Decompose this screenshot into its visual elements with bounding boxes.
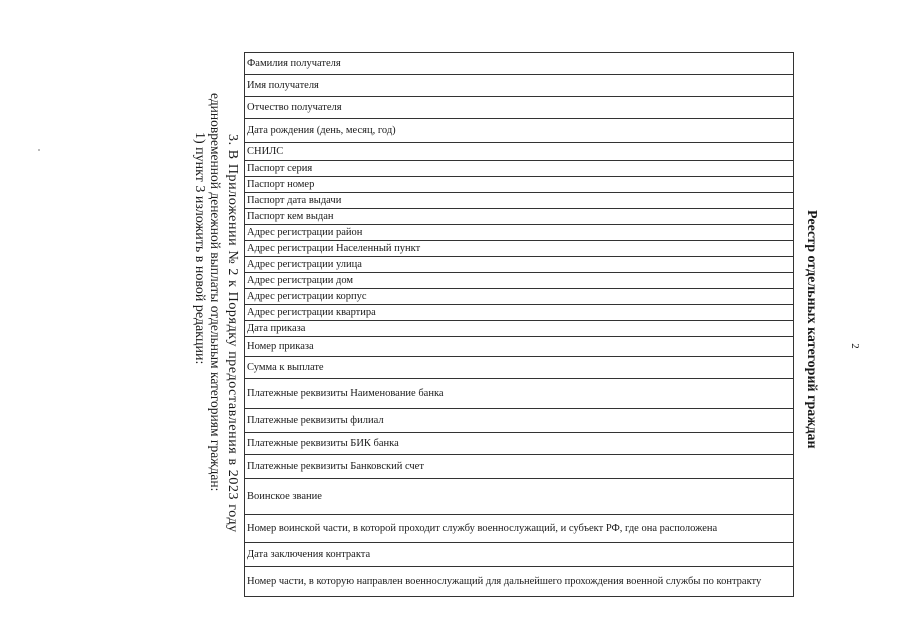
table-row: Адрес регистрации дом [245,273,794,289]
table-row: Номер воинской части, в которой проходит службу военнослужащий, и субъект РФ, где она расположена [245,515,794,543]
scan-speck [38,149,40,151]
table-row: Отчество получателя [245,97,794,119]
page-number: 2 [848,343,861,349]
instruction-line-2: единовременной денежной выплаты отдельным категориям граждан: [208,93,223,492]
table-row: Платежные реквизиты Наименование банка [245,379,794,409]
table-row: Паспорт серия [245,161,794,177]
table-row: Паспорт кем выдан [245,209,794,225]
table-row: Имя получателя [245,75,794,97]
table-row: Дата заключения контракта [245,543,794,567]
table-row: Номер приказа [245,337,794,357]
table-row: Паспорт дата выдачи [245,193,794,209]
table-row: Воинское звание [245,479,794,515]
registry-title: Реестр отдельных категорий граждан [804,210,819,449]
table-row: Адрес регистрации квартира [245,305,794,321]
table-row: Дата приказа [245,321,794,337]
table-row: Номер части, в которую направлен военнослужащий для дальнейшего прохождения военной службы по контракту [245,567,794,597]
table-row: Дата рождения (день, месяц, год) [245,119,794,143]
registry-table [244,52,794,597]
table-row: Адрес регистрации район [245,225,794,241]
table-row: СНИЛС [245,143,794,161]
table-row: Адрес регистрации корпус [245,289,794,305]
instruction-line-3: 1) пункт 3 изложить в новой редакции: [192,132,207,365]
table-row: Паспорт номер [245,177,794,193]
instruction-line-1: 3. В Приложении № 2 к Порядку предоставления в 2023 году [225,134,240,533]
table-row: Адрес регистрации Населенный пункт [245,241,794,257]
table-row: Платежные реквизиты Банковский счет [245,455,794,479]
table-row: Платежные реквизиты БИК банка [245,433,794,455]
table-row: Адрес регистрации улица [245,257,794,273]
table-row: Фамилия получателя [245,53,794,75]
table-row: Сумма к выплате [245,357,794,379]
table-row: Платежные реквизиты филиал [245,409,794,433]
